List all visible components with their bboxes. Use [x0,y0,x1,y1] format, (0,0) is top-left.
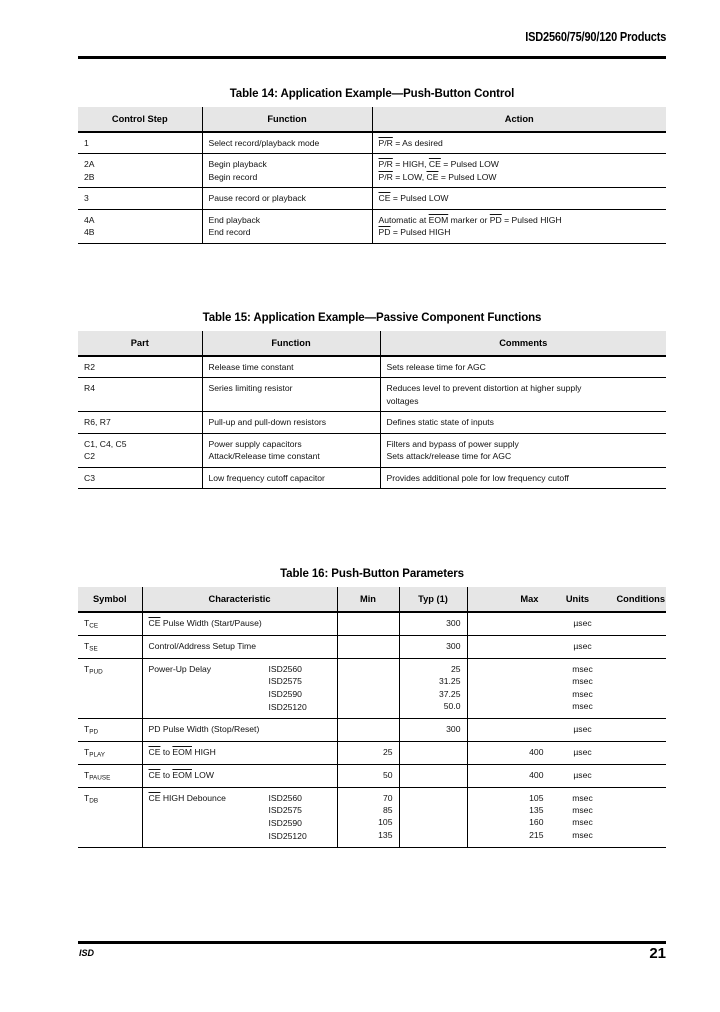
table-15-cell-part: C1, C4, C5 C2 [78,433,202,467]
table-14-cell-step: 1 [78,132,202,154]
table-14-cell-step: 4A 4B [78,209,202,243]
table-row [78,658,666,719]
parameter-symbol: $T_{DB}$ [78,787,142,848]
parameter-typ: 300 [399,612,467,635]
table-15 [78,331,666,489]
parameter-symbol: $T_{CE}$ [78,612,142,635]
table-16-body [78,612,666,848]
parameter-typ: 300 [399,635,467,658]
parameter-min [337,719,399,742]
table-14-cell-function: Select record/playback mode [202,132,372,154]
parameter-max-units-conditions [467,612,666,635]
table-14-cell-step: 2A 2B [78,154,202,188]
table-16-col-min: Min [337,587,399,612]
table-row [78,741,666,764]
table-row [78,188,666,209]
table-row [78,467,666,488]
parameter-units-value: msec [572,676,593,687]
page-header [78,28,666,46]
parameter-symbol: $T_{PUD}$ [78,658,142,719]
footer-rule [78,941,666,944]
parameter-characteristic: PD Pulse Width (Stop/Reset) [142,719,337,742]
parameter-max-value: 400 [529,769,544,780]
table-16-col-units: Units [565,594,590,604]
parameter-max-value [474,663,544,675]
parameter-typ: 300 [399,719,467,742]
table-14-caption: Table 14: Application Example—Push-Button Control [229,88,515,100]
parameter-max-value [474,640,544,652]
table-15-cell-comments: Provides additional pole for low frequency cutoff [380,467,666,488]
table-14-cell-action: $\overline{CE}$ = Pulsed LOW [372,188,666,209]
parameter-max-units-conditions [467,787,666,848]
table-15-cell-comments: Reduces level to prevent distortion at higher supply voltages [380,378,666,412]
table-14-col-action: Action [372,107,666,132]
table-15-cell-comments: Defines static state of inputs [380,412,666,433]
parameter-units-value: µsec [573,769,592,780]
parameter-units-value: msec [572,700,593,711]
table-16-col-symbol: Symbol [78,587,142,612]
parameter-typ [399,741,467,764]
table-14-cell-function: End playback End record [202,209,372,243]
parameter-typ: 25 31.25 37.25 50.0 [399,658,467,719]
table-14-body [78,132,666,243]
table-16-col-conditions: Conditions [616,594,666,604]
table-14-cell-action: P/R = HIGH, $\overline{CE}$ = Pulsed LOW P/R = LOW, $\overline{CE}$ = Pulsed LOW [372,154,666,188]
table-14-cell-function: Pause record or playback [202,188,372,209]
parameter-units-value: msec [572,817,593,828]
table-16-col-typ: Typ (1) [399,587,467,612]
table-row [78,378,666,412]
table-15-cell-function: Release time constant [202,356,380,378]
table-row [78,154,666,188]
parameter-units-value: msec [572,805,593,815]
table-15-header-row [78,331,666,356]
table-14-col-function: Function [202,107,372,132]
parameter-max-value: 400 [529,746,544,757]
table-14-cell-step: 3 [78,188,202,209]
table-16-block [78,568,666,848]
parameter-max-value: 215 [529,829,544,840]
parameter-units-value: msec [572,663,593,674]
table-row [78,612,666,635]
table-16-col-max-units-conditions [467,587,666,612]
table-row [78,719,666,742]
table-16-col-characteristic: Characteristic [142,587,337,612]
parameter-max-value: 105 [529,792,544,803]
table-15-block [78,312,666,489]
parameter-symbol: $T_{PD}$ [78,719,142,742]
parameter-max-units-conditions [467,635,666,658]
parameter-units-value: µsec [573,640,592,651]
parameter-units-value: msec [572,829,593,840]
table-14-cell-action: P/R = As desired [372,132,666,154]
parameter-units-value: msec [572,792,593,803]
table-15-cell-part: C3 [78,467,202,488]
parameter-characteristic: $\overline{CE}$ Pulse Width (Start/Pause) [142,612,337,635]
table-15-cell-comments: Filters and bypass of power supply Sets attack/release time for AGC [380,433,666,467]
parameter-min: 25 [337,741,399,764]
parameter-symbol: $T_{SE}$ [78,635,142,658]
parameter-min [337,612,399,635]
parameter-max-units-conditions [467,741,666,764]
parameter-max-value: 160 [529,817,544,828]
parameter-characteristic: Control/Address Setup Time [142,635,337,658]
parameter-units-value: µsec [573,618,592,628]
parameter-max-units-conditions [467,658,666,719]
parameter-max-value [474,675,544,687]
table-16-col-max: Max [520,594,539,604]
table-15-cell-function: Pull-up and pull-down resistors [202,412,380,433]
parameter-min [337,635,399,658]
parameter-max-value: 135 [529,805,544,815]
footer-page-number: 21 [649,945,666,962]
parameter-max-units-conditions [467,764,666,787]
header-title: ISD2560/75/90/120 Products [525,30,666,44]
table-row [78,787,666,848]
table-15-cell-part: R2 [78,356,202,378]
table-16-caption: Table 16: Push-Button Parameters [280,568,464,580]
table-row [78,209,666,243]
table-row [78,412,666,433]
table-14 [78,107,666,244]
parameter-max-value [474,617,544,629]
parameter-min [337,658,399,719]
parameter-units-value: msec [572,688,593,699]
parameter-characteristic: Power-Up Delay ISD2560 ISD2575 ISD2590 ISD25120 [142,658,337,719]
parameter-symbol: $T_{PLAY}$ [78,741,142,764]
table-15-col-comments: Comments [380,331,666,356]
parameter-symbol: $T_{PAUSE}$ [78,764,142,787]
parameter-characteristic: $\overline{CE}$ to $\overline{EOM}$ HIGH [142,741,337,764]
table-15-caption: Table 15: Application Example—Passive Component Functions [202,312,542,324]
parameter-units-value: µsec [573,724,592,735]
table-15-cell-function: Power supply capacitors Attack/Release time constant [202,433,380,467]
table-15-cell-function: Series limiting resistor [202,378,380,412]
table-14-block [78,88,666,244]
table-15-cell-part: R6, R7 [78,412,202,433]
parameter-characteristic: $\overline{CE}$ to $\overline{EOM}$ LOW [142,764,337,787]
table-14-header-row [78,107,666,132]
parameter-typ [399,787,467,848]
table-14-col-control-step: Control Step [78,107,202,132]
parameter-characteristic: $\overline{CE}$ HIGH Debounce ISD2560 ISD2575 ISD2590 ISD25120 [142,787,337,848]
parameter-max-value [474,700,544,712]
table-row [78,433,666,467]
table-15-col-part: Part [78,331,202,356]
table-16 [78,587,666,848]
table-15-cell-part: R4 [78,378,202,412]
table-row [78,764,666,787]
table-15-body [78,356,666,489]
table-14-cell-function: Begin playback Begin record [202,154,372,188]
parameter-typ [399,764,467,787]
table-row [78,635,666,658]
parameter-max-value [474,688,544,700]
parameter-min: 70 85 105 135 [337,787,399,848]
table-16-header-row [78,587,666,612]
table-row [78,132,666,154]
table-15-col-function: Function [202,331,380,356]
header-rule [78,56,666,59]
table-14-cell-action: Automatic at $\overline{EOM}$ marker or $\overline{PD}$ = Pulsed HIGH $\overline{PD}$ = Pulsed HIGH [372,209,666,243]
footer-company: ISD [79,948,95,958]
parameter-min: 50 [337,764,399,787]
parameter-max-units-conditions [467,719,666,742]
table-15-cell-function: Low frequency cutoff capacitor [202,467,380,488]
table-row [78,356,666,378]
parameter-units-value: µsec [573,746,592,757]
table-15-cell-comments: Sets release time for AGC [380,356,666,378]
parameter-max-value [474,723,544,735]
